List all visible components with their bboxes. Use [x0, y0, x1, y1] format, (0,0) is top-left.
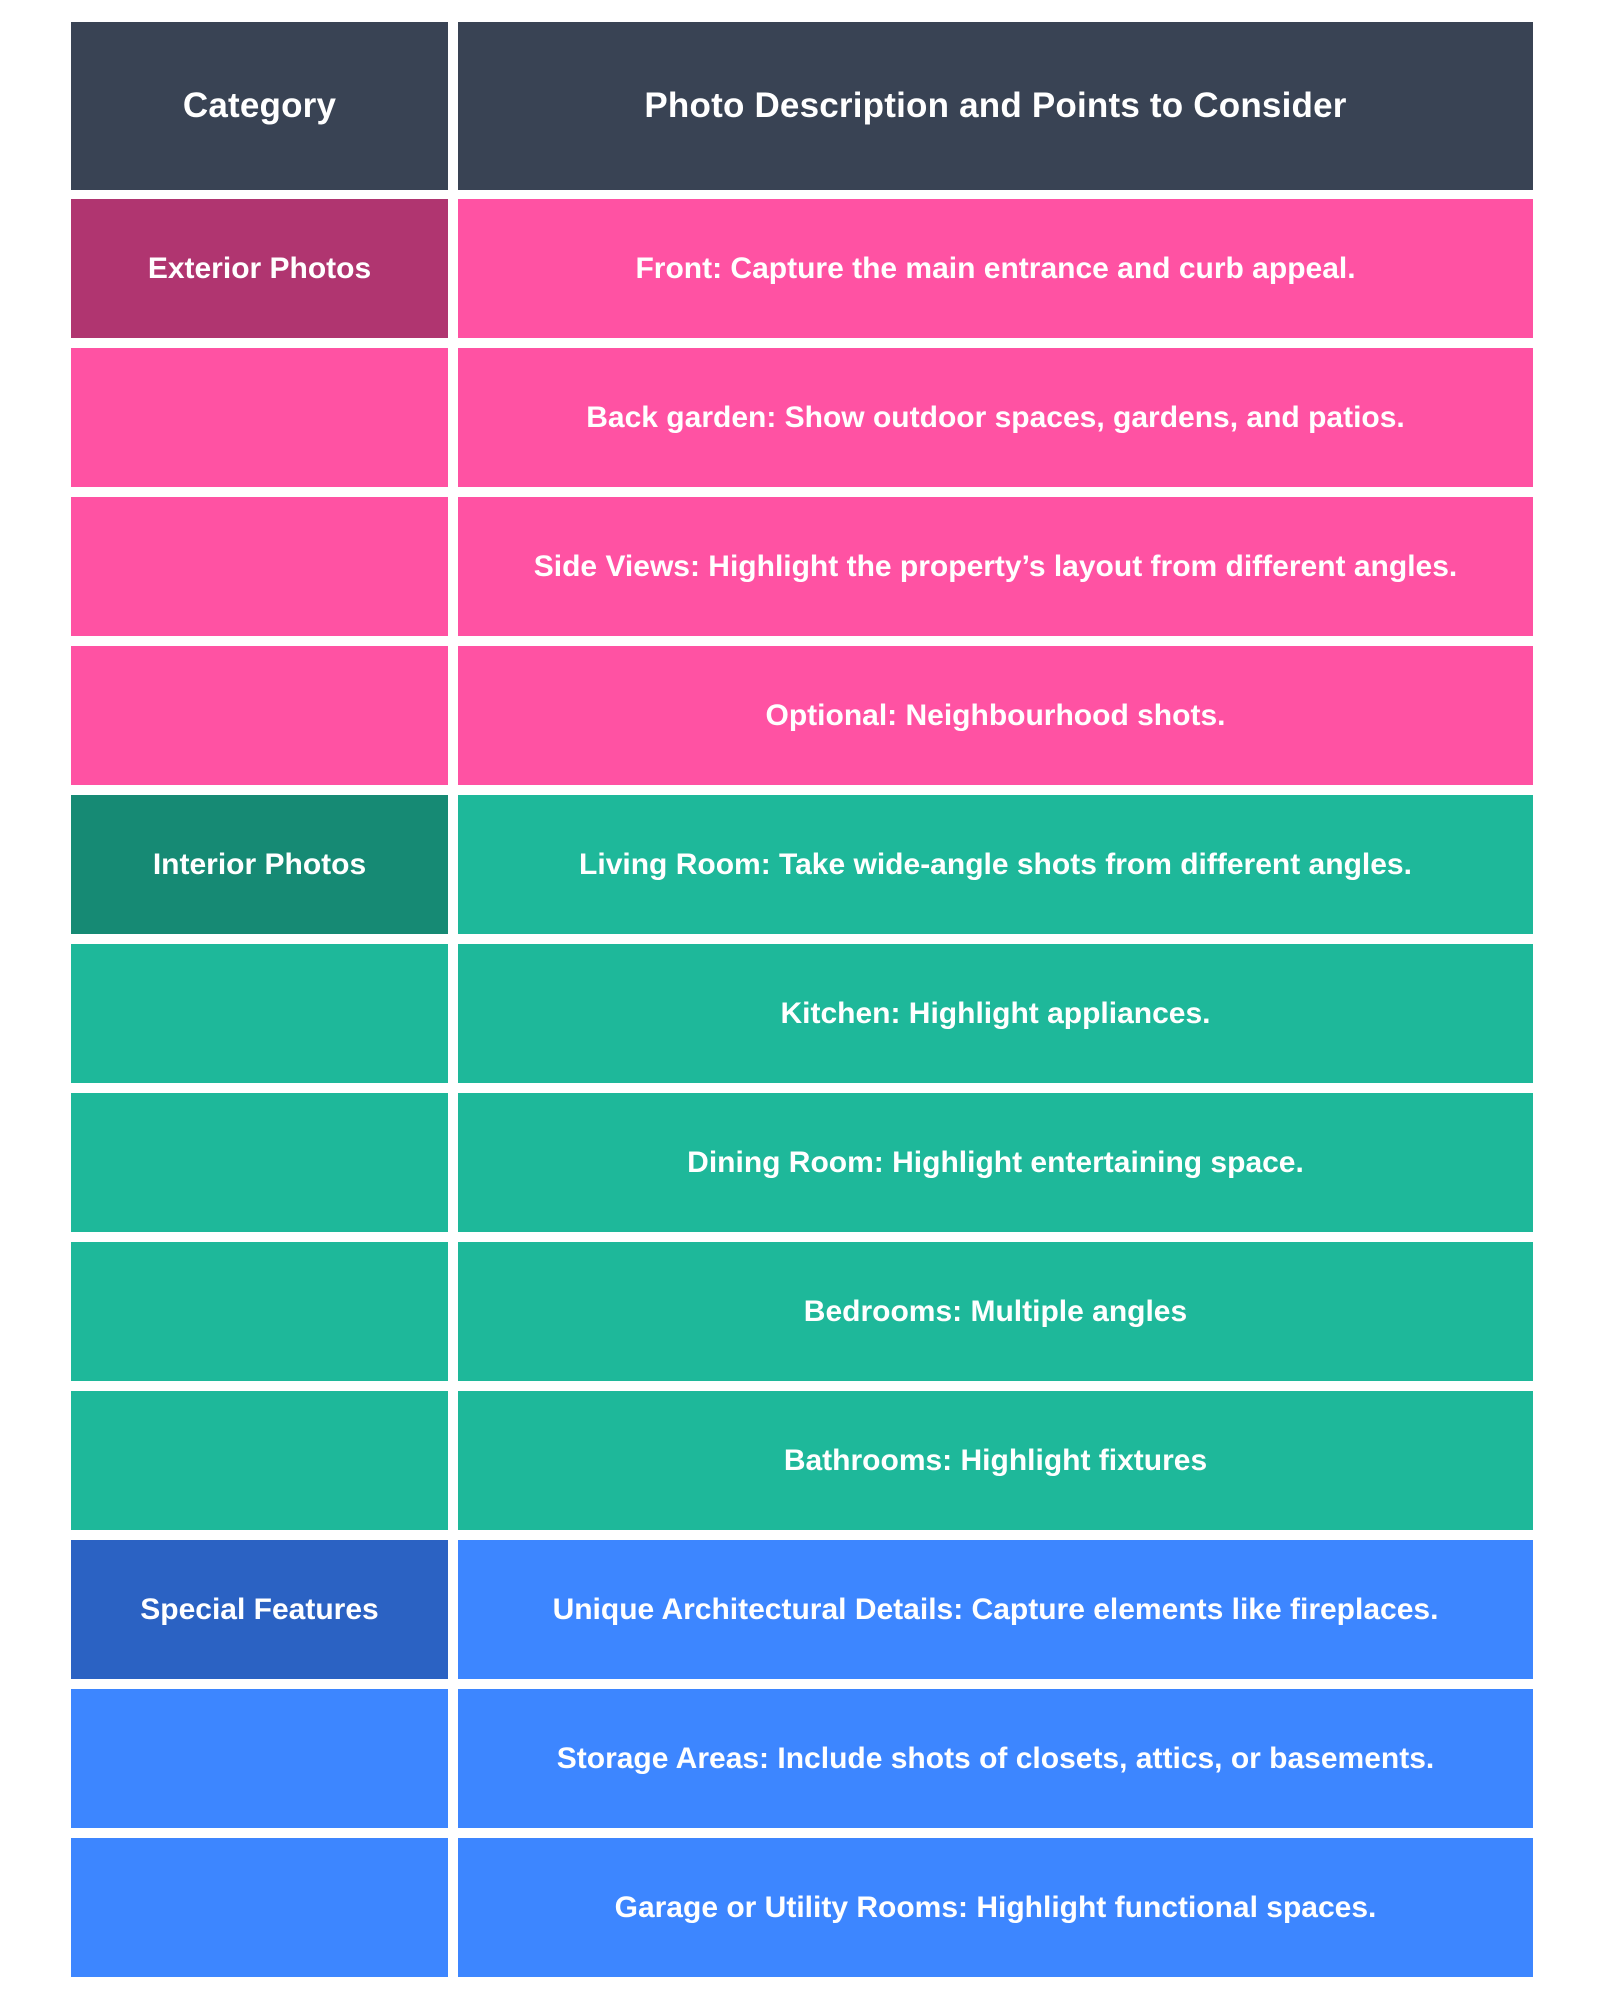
- photo-checklist-table: [71, 22, 1533, 1987]
- table-row: [71, 199, 1533, 338]
- table-row: [71, 1093, 1533, 1232]
- row-description-cell: Unique Architectural Details: Capture elements like fireplaces.: [458, 1540, 1533, 1679]
- header-category: Category: [71, 22, 448, 190]
- row-description-cell: Side Views: Highlight the property’s layout from different angles.: [458, 497, 1533, 636]
- table-row: [71, 497, 1533, 636]
- table-row: [71, 944, 1533, 1083]
- row-description-cell: Kitchen: Highlight appliances.: [458, 944, 1533, 1083]
- row-category-cell: Exterior Photos: [71, 199, 448, 338]
- row-description-cell: Front: Capture the main entrance and curb appeal.: [458, 199, 1533, 338]
- table-row: [71, 795, 1533, 934]
- row-description-cell: Dining Room: Highlight entertaining space.: [458, 1093, 1533, 1232]
- table-header-row: [71, 22, 1533, 190]
- row-category-cell: [71, 497, 448, 636]
- row-category-cell: [71, 1689, 448, 1828]
- row-category-cell: Special Features: [71, 1540, 448, 1679]
- table-row: [71, 646, 1533, 785]
- row-description-cell: Bedrooms: Multiple angles: [458, 1242, 1533, 1381]
- table-row: [71, 1540, 1533, 1679]
- row-category-cell: [71, 1391, 448, 1530]
- row-description-cell: Living Room: Take wide-angle shots from different angles.: [458, 795, 1533, 934]
- table-row: [71, 348, 1533, 487]
- row-category-cell: [71, 646, 448, 785]
- row-category-cell: Interior Photos: [71, 795, 448, 934]
- header-description: Photo Description and Points to Consider: [458, 22, 1533, 190]
- row-description-cell: Optional: Neighbourhood shots.: [458, 646, 1533, 785]
- table-row: [71, 1689, 1533, 1828]
- row-category-cell: [71, 1093, 448, 1232]
- row-description-cell: Back garden: Show outdoor spaces, gardens, and patios.: [458, 348, 1533, 487]
- row-description-cell: Storage Areas: Include shots of closets, attics, or basements.: [458, 1689, 1533, 1828]
- table-row: [71, 1838, 1533, 1977]
- row-category-cell: [71, 1242, 448, 1381]
- table-row: [71, 1391, 1533, 1530]
- row-category-cell: [71, 348, 448, 487]
- row-category-cell: [71, 1838, 448, 1977]
- row-category-cell: [71, 944, 448, 1083]
- table-row: [71, 1242, 1533, 1381]
- row-description-cell: Bathrooms: Highlight fixtures: [458, 1391, 1533, 1530]
- row-description-cell: Garage or Utility Rooms: Highlight functional spaces.: [458, 1838, 1533, 1977]
